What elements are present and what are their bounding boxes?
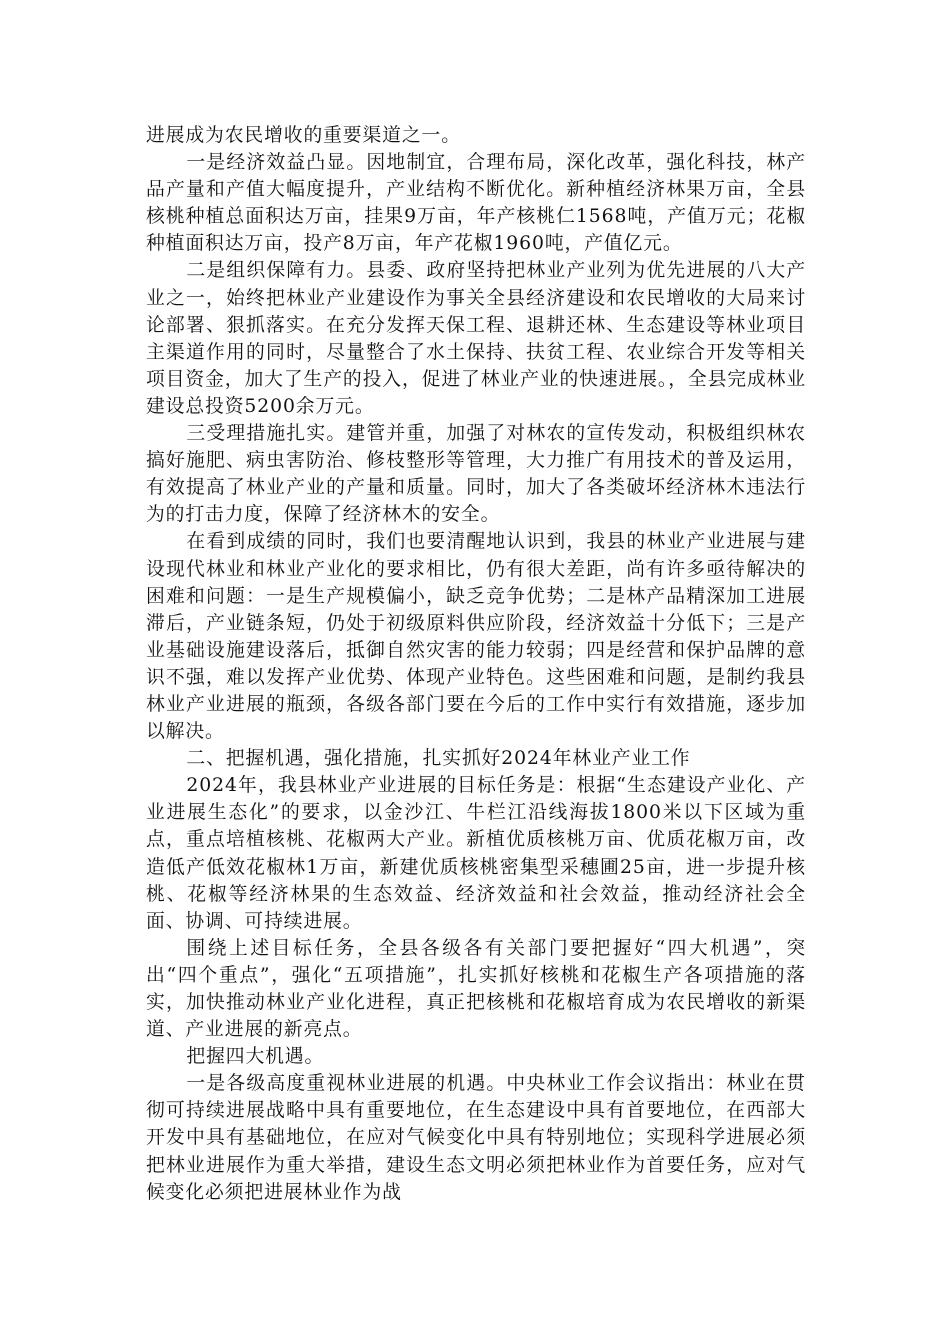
document-body [146, 122, 806, 1206]
paragraph-continuation: 进展成为农民增收的重要渠道之一。 [146, 125, 461, 146]
paragraph-opportunity-one: 一是各级高度重视林业进展的机遇。中央林业工作会议指出：林业在贯彻可持续进展战略中具有重要地位，在生态建设中具有首要地位，在西部大开发中具有基础地位，在应对气候变化中具有特别地位；实现科学进展必须把林业进展作为重大举措，建设生态文明必须把林业作为首要任务，应对气候变化必须把进展林业作为战 [146, 1073, 806, 1203]
paragraph-goal-tasks: 围绕上述目标任务，全县各级各有关部门要把握好“四大机遇”，突出“四个重点”，强化“五项措施”，扎实抓好核桃和花椒生产各项措施的落实，加快推动林业产业化进程，真正把核桃和花椒培育成为农民增收的新渠道、产业进展的新亮点。 [146, 937, 806, 1041]
subheading-four-opportunities: 把握四大机遇。 [186, 1046, 325, 1068]
paragraph-organizational-support: 二是组织保障有力。县委、政府坚持把林业产业列为优先进展的八大产业之一，始终把林业产业建设作为事关全县经济建设和农民增收的大局来讨论部署、狠抓落实。在充分发挥天保工程、退耕还林、生态建设等林业项目主渠道作用的同时，尽量整合了水土保持、扶贫工程、农业综合开发等相关项目资金，加大了生产的投入，促进了林业产业的快速进展。，全县完成林业建设总投资5200余万元。 [146, 260, 806, 417]
section-heading: 二、把握机遇，强化措施，扎实抓好2024年林业产业工作 [186, 748, 691, 770]
paragraph-2024-targets: 2024年，我县林业产业进展的目标任务是：根据“生态建设产业化、产业进展生态化”的要求，以金沙江、牛栏江沿线海拔1800米以下区域为重点，重点培植核桃、花椒两大产业。新植优质核桃万亩、优质花椒万亩，改造低产低效花椒林1万亩，新建优质核桃密集型采穗圃25亩，进一步提升核桃、花椒等经济林果的生态效益、经济效益和社会效益，推动经济社会全面、协调、可持续进展。 [146, 775, 806, 932]
paragraph-economic-benefit: 一是经济效益凸显。因地制宜，合理布局，深化改革，强化科技，林产品产量和产值大幅度提升，产业结构不断优化。新种植经济林果万亩，全县核桃种植总面积达万亩，挂果9万亩，年产核桃仁1568吨，产值万元；花椒种植面积达万亩，投产8万亩，年产花椒1960吨，产值亿元。 [146, 152, 806, 255]
paragraph-management-measures: 三受理措施扎实。建管并重，加强了对林农的宣传发动，积极组织林农搞好施肥、病虫害防治、修枝整形等管理，大力推广有用技术的普及运用，有效提高了林业产业的产量和质量。同时，加大了各类破坏经济林木违法行为的打击力度，保障了经济林木的安全。 [146, 423, 806, 526]
paragraph-problems: 在看到成绩的同时，我们也要清醒地认识到，我县的林业产业进展与建设现代林业和林业产业化的要求相比，仍有很大差距，尚有许多亟待解决的困难和问题：一是生产规模偏小，缺乏竞争优势；二是林产品精深加工进展滞后，产业链条短，仍处于初级原料供应阶段，经济效益十分低下；三是产业基础设施建设落后，抵御自然灾害的能力较弱；四是经营和保护品牌的意识不强，难以发挥产业优势、体现产业特色。这些困难和问题，是制约我县林业产业进展的瓶颈，各级各部门要在今后的工作中实行有效措施，逐步加以解决。 [146, 531, 806, 743]
